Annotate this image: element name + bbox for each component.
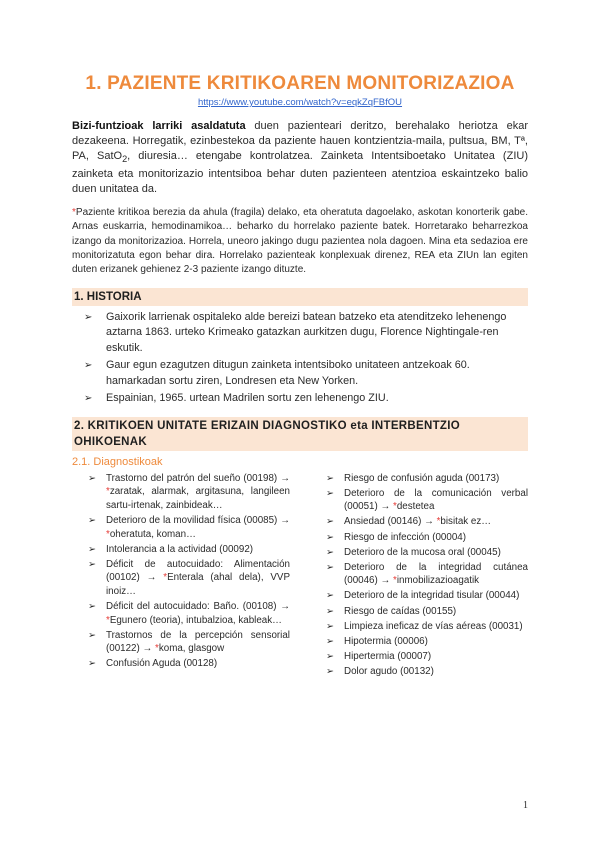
list-item bbox=[310, 620, 528, 634]
arrow-bullet-icon: ➢ bbox=[326, 635, 334, 647]
arrow-bullet-icon: ➢ bbox=[326, 650, 334, 662]
list-item bbox=[72, 310, 528, 357]
diagnosis-note: Enterala (ahal dela), VVP inoiz… bbox=[106, 572, 290, 597]
asterisk: * bbox=[106, 486, 110, 498]
asterisk: * bbox=[155, 643, 159, 655]
arrow-bullet-icon: ➢ bbox=[326, 516, 334, 528]
arrow-bullet-icon: ➢ bbox=[326, 561, 334, 573]
diagnosis-right-column bbox=[310, 472, 528, 680]
asterisk: * bbox=[106, 528, 110, 540]
diagnosis-text: Deterioro de la mucosa oral (00045) bbox=[344, 546, 501, 558]
note-asterisk: * bbox=[72, 207, 76, 219]
list-item bbox=[72, 391, 528, 407]
arrow-bullet-icon: ➢ bbox=[326, 546, 334, 558]
arrow-bullet-icon: ➢ bbox=[88, 472, 96, 484]
list-item bbox=[72, 629, 290, 656]
diagnosis-text: Deterioro de la comunicación verbal (00051) → bbox=[344, 487, 528, 513]
asterisk: * bbox=[163, 572, 168, 584]
page-number: 1 bbox=[523, 800, 528, 811]
history-item-text: Gaixorik larrienak ospitaleko alde bereizi batean batzeko eta atenditzeko lehenengo aztarna 1863. urteko Krimeako gatazkan aurkitzen dugu, Florence Nightingale-ren eskutik. bbox=[106, 310, 507, 354]
intro-paragraph bbox=[72, 119, 528, 197]
arrow-bullet-icon: ➢ bbox=[326, 605, 334, 617]
diagnosis-note: destetea bbox=[396, 501, 435, 513]
diagnosis-note: bisitak ez… bbox=[440, 516, 492, 528]
arrow-bullet-icon: ➢ bbox=[88, 601, 96, 613]
arrow-bullet-icon: ➢ bbox=[84, 393, 93, 405]
asterisk: * bbox=[436, 516, 441, 528]
list-item bbox=[72, 657, 290, 671]
diagnosis-columns bbox=[72, 472, 528, 680]
intro-text-b: , diuresia… etengabe kontrolatzea. Zainketa Intentsiboetako Unitatea (ZIU) zainketa eta monitorizazio intentsiboa behar duten pazienteen atentzioa eskaintzeko balio duen unitatea da. bbox=[72, 150, 528, 196]
diagnosis-text: Riesgo de caídas (00155) bbox=[344, 605, 457, 617]
note-paragraph bbox=[72, 206, 528, 277]
list-item bbox=[310, 635, 528, 649]
section-heading-diagnostics: 2. KRITIKOEN UNITATE ERIZAIN DIAGNOSTIKO eta INTERBENTZIO OHIKOENAK bbox=[72, 417, 528, 451]
list-item bbox=[72, 600, 290, 627]
diagnosis-text: Deterioro de la movilidad física (00085) → bbox=[106, 514, 290, 526]
intro-text-a: duen pazienteari deritzo, berehalako heriotza ekar dezakeena. Horregatik, ezinbestekoa da paziente hauen kontzientzia-maila, pultsua, BM, Tª, PA, SatO bbox=[72, 120, 529, 162]
arrow-bullet-icon: ➢ bbox=[326, 665, 334, 677]
diagnosis-note: inmobilizazioagatik bbox=[396, 575, 480, 587]
diagnosis-text: Hipotermia (00006) bbox=[344, 635, 428, 647]
diagnosis-text: Limpieza ineficaz de vías aéreas (00031) bbox=[344, 620, 523, 632]
list-item bbox=[72, 558, 290, 599]
diagnosis-text: Dolor agudo (00132) bbox=[344, 665, 434, 677]
list-item bbox=[310, 487, 528, 514]
list-item bbox=[310, 561, 528, 588]
list-item bbox=[310, 650, 528, 664]
diagnosis-text: Trastorno del patrón del sueño (00198) → bbox=[106, 472, 290, 484]
diagnosis-text: Trastornos de la percepción sensorial (00122) → bbox=[106, 629, 290, 655]
arrow-bullet-icon: ➢ bbox=[88, 658, 96, 670]
arrow-bullet-icon: ➢ bbox=[326, 472, 334, 484]
list-item bbox=[310, 472, 528, 486]
intro-bold-term: Bizi-funtzioak larriki asaldatuta bbox=[72, 120, 246, 132]
asterisk: * bbox=[393, 575, 397, 587]
arrow-bullet-icon: ➢ bbox=[88, 629, 96, 641]
diagnosis-text: Ansiedad (00146) → bbox=[344, 516, 437, 528]
arrow-bullet-icon: ➢ bbox=[326, 620, 334, 632]
list-item bbox=[72, 514, 290, 541]
diagnosis-text: Riesgo de infección (00004) bbox=[344, 531, 466, 543]
diagnosis-text: Déficit del autocuidado: Baño. (00108) → bbox=[106, 601, 290, 613]
diagnosis-note: zaratak, alarmak, argitasuna, langileen sartu-irtenak, zainbideak… bbox=[106, 486, 290, 511]
history-list bbox=[72, 310, 528, 407]
list-item bbox=[310, 605, 528, 619]
arrow-bullet-icon: ➢ bbox=[84, 311, 93, 323]
diagnosis-text: Déficit de autocuidado: Alimentación (00102) → bbox=[106, 558, 290, 584]
list-item bbox=[310, 546, 528, 560]
diagnosis-text: Riesgo de confusión aguda (00173) bbox=[344, 472, 500, 484]
diagnosis-left-column bbox=[72, 472, 290, 680]
diagnosis-text: Deterioro de la integridad cutánea (00046) → bbox=[344, 561, 528, 587]
arrow-bullet-icon: ➢ bbox=[326, 487, 334, 499]
list-item bbox=[310, 589, 528, 603]
diagnosis-text: Intolerancia a la actividad (00092) bbox=[106, 543, 254, 555]
asterisk: * bbox=[106, 614, 110, 626]
diagnosis-text: Deterioro de la integridad tisular (00044) bbox=[344, 590, 520, 602]
page-title: 1. PAZIENTE KRITIKOAREN MONITORIZAZIOA bbox=[85, 73, 515, 94]
list-item bbox=[310, 665, 528, 679]
diagnosis-note: Egunero (teoria), intubalzioa, kableak… bbox=[109, 614, 282, 626]
diagnosis-note: koma, glasgow bbox=[158, 643, 225, 655]
arrow-bullet-icon: ➢ bbox=[84, 360, 93, 372]
arrow-bullet-icon: ➢ bbox=[326, 590, 334, 602]
list-item bbox=[310, 515, 528, 529]
youtube-link[interactable]: https://www.youtube.com/watch?v=eqkZqFBfOU bbox=[197, 97, 403, 108]
list-item bbox=[310, 531, 528, 545]
section-heading-historia: 1. HISTORIA bbox=[72, 288, 528, 306]
list-item bbox=[72, 543, 290, 557]
diagnosis-note: oheratuta, koman… bbox=[109, 528, 196, 540]
list-item bbox=[72, 358, 528, 389]
intro-subscript: 2 bbox=[122, 154, 128, 165]
note-text: Paziente kritikoa berezia da ahula (fragila) delako, eta oheratuta dagoelako, askotan konorterik gabe. Arnas euskarria, hemodinamikoa… beharko du horrelako paziente batek. Horretarako beharrezkoa izango da monitorizazioa. Horrela, uneoro jakingo dugu pazientea nola dagoen. Mina eta sedazioa ere monitorizatuta egon behar dira. Horrelako pazienteak konplexuak direnez, REA eta ZIUn lan egiten duten erizanek gehienez 2-3 paziente izango dituzte. bbox=[72, 207, 528, 276]
asterisk: * bbox=[393, 501, 397, 513]
arrow-bullet-icon: ➢ bbox=[88, 558, 96, 570]
arrow-bullet-icon: ➢ bbox=[88, 543, 96, 555]
list-item bbox=[72, 472, 290, 513]
arrow-bullet-icon: ➢ bbox=[88, 514, 96, 526]
history-item-text: Espainian, 1965. urtean Madrilen sortu zen lehenengo ZIU. bbox=[106, 392, 389, 405]
history-item-text: Gaur egun ezagutzen ditugun zainketa intentsiboko unitateen antzekoak 60. hamarkadan sortu ziren, Londresen eta New Yorken. bbox=[106, 359, 470, 387]
diagnosis-text: Confusión Aguda (00128) bbox=[106, 658, 218, 670]
diagnosis-text: Hipertermia (00007) bbox=[344, 650, 432, 662]
subsection-heading: 2.1. Diagnostikoak bbox=[72, 455, 163, 468]
arrow-bullet-icon: ➢ bbox=[326, 531, 334, 543]
